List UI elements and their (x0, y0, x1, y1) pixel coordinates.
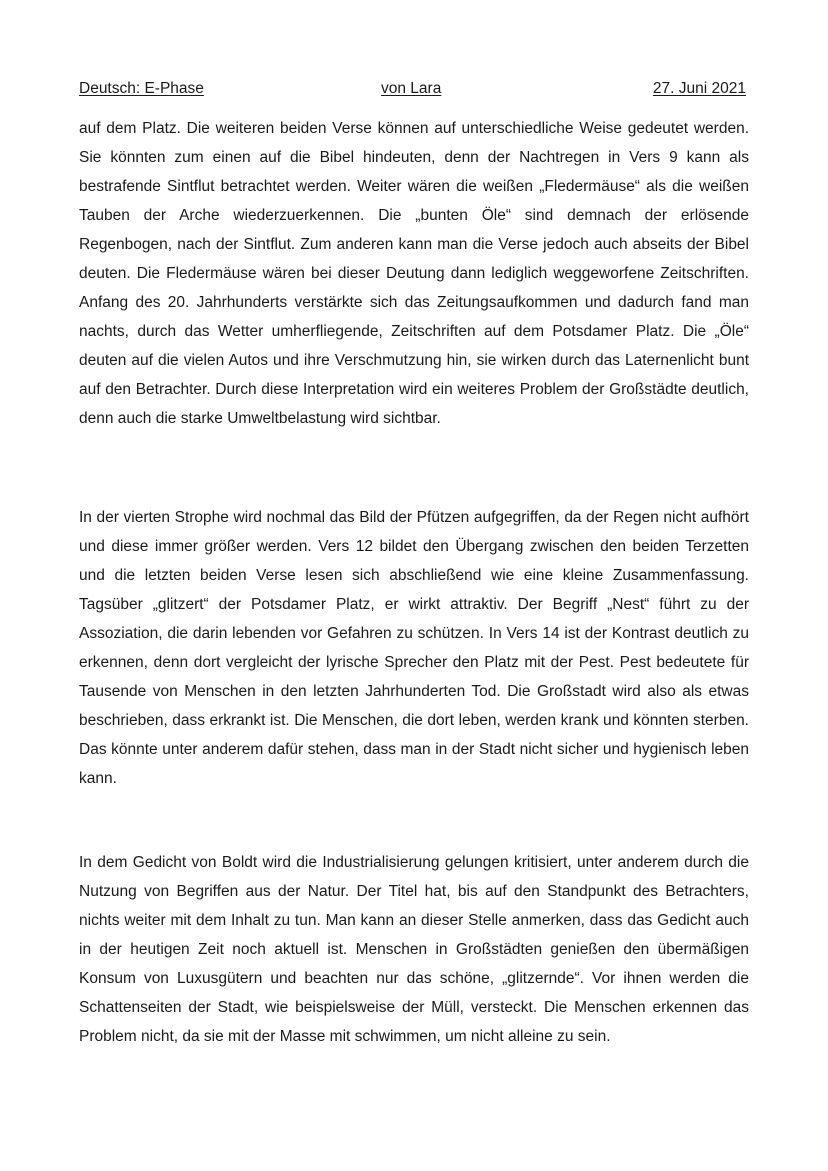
paragraph-1: auf dem Platz. Die weiteren beiden Verse können auf unterschiedliche Weise gedeutet werden. Sie könnten zum einen auf die Bibel hindeuten, denn der Nachtregen in Vers 9 kann als bestrafende Sintflut betrachtet werden. Weiter wären die weißen „Fledermäuse“ als die weißen Tauben der Arche wiederzuerkennen. Die „bunten Öle“ sind demnach der erlösende Regenbogen, nach der Sintflut. Zum anderen kann man die Verse jedoch auch abseits der Bibel deuten. Die Fledermäuse wären bei dieser Deutung dann lediglich weggeworfene Zeitschriften. Anfang des 20. Jahrhunderts verstärkte sich das Zeitungsaufkommen und dadurch fand man nachts, durch das Wetter umherfliegende, Zeitschriften auf dem Potsdamer Platz. Die „Öle“ deuten auf die vielen Autos und ihre Verschmutzung hin, sie wirken durch das Laternenlicht bunt auf den Betrachter. Durch diese Interpretation wird ein weiteres Problem der Großstädte deutlich, denn auch die starke Umweltbelastung wird sichtbar. (79, 120, 749, 427)
paragraph-2: In der vierten Strophe wird nochmal das Bild der Pfützen aufgegriffen, da der Regen nicht aufhört und diese immer größer werden. Vers 12 bildet den Übergang zwischen den beiden Terzetten und die letzten beiden Verse lesen sich abschließend wie eine kleine Zusammenfassung. Tagsüber „glitzert“ der Potsdamer Platz, er wirkt attraktiv. Der Begriff „Nest“ führt zu der Assoziation, die darin lebenden vor Gefahren zu schützen. In Vers 14 ist der Kontrast deutlich zu erkennen, denn dort vergleicht der lyrische Sprecher den Platz mit der Pest. Pest bedeutete für Tausende von Menschen in den letzten Jahrhunderten Tod. Die Großstadt wird also als etwas beschrieben, dass erkrankt ist. Die Menschen, die dort leben, werden krank und könnten sterben. Das könnte unter anderem dafür stehen, dass man in der Stadt nicht sicher und hygienisch leben kann. (79, 509, 749, 787)
header-date: 27. Juni 2021 (652, 80, 746, 97)
page-header (79, 79, 746, 99)
header-subject: Deutsch: E-Phase (79, 80, 204, 97)
header-author: von Lara (381, 80, 442, 97)
paragraph-3: In dem Gedicht von Boldt wird die Industrialisierung gelungen kritisiert, unter anderem durch die Nutzung von Begriffen aus der Natur. Der Titel hat, bis auf den Standpunkt des Betrachters, nichts weiter mit dem Inhalt zu tun. Man kann an dieser Stelle anmerken, dass das Gedicht auch in der heutigen Zeit noch aktuell ist. Menschen in Großstädten genießen den übermäßigen Konsum von Luxusgütern und beachten nur das schöne, „glitzernde“. Vor ihnen werden die Schattenseiten der Stadt, wie beispielsweise der Müll, versteckt. Die Menschen erkennen das Problem nicht, da sie mit der Masse mit schwimmen, um nicht alleine zu sein. (79, 854, 749, 1045)
